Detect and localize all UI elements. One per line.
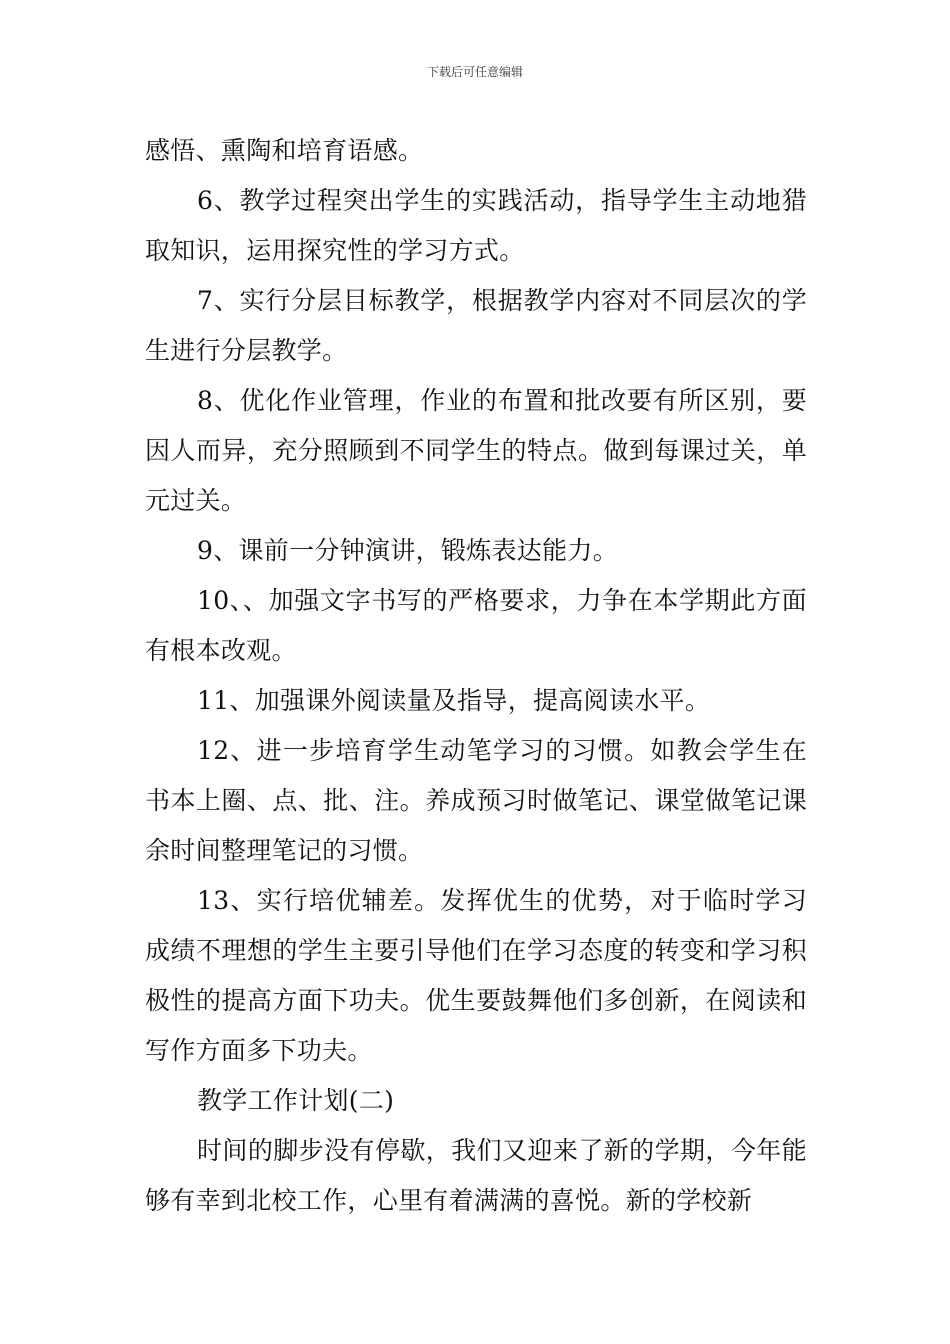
paragraph-intro: 时间的脚步没有停歇，我们又迎来了新的学期，今年能够有幸到北校工作，心里有着满满的喜悦。新的学校新 xyxy=(145,1136,807,1215)
section-heading: 教学工作计划(二) xyxy=(197,1086,395,1115)
paragraph-item-9: 9、课前一分钟演讲，锻炼表达能力。 xyxy=(197,536,619,565)
paragraph-item-12: 12、进一步培育学生动笔学习的习惯。如教会学生在书本上圈、点、批、注。养成预习时做笔记、课堂做笔记课余时间整理笔记的习惯。 xyxy=(145,736,807,865)
paragraph-item-7: 7、实行分层目标教学，根据教学内容对不同层次的学生进行分层教学。 xyxy=(145,286,807,365)
paragraph-item-11: 11、加强课外阅读量及指导，提高阅读水平。 xyxy=(197,686,711,715)
paragraph-item-8: 8、优化作业管理，作业的布置和批改要有所区别，要因人而异，充分照顾到不同学生的特点。做到每课过关，单元过关。 xyxy=(145,386,807,515)
paragraph-item-6: 6、教学过程突出学生的实践活动，指导学生主动地猎取知识，运用探究性的学习方式。 xyxy=(145,186,807,265)
paragraph-item-13: 13、实行培优辅差。发挥优生的优势，对于临时学习成绩不理想的学生主要引导他们在学习态度的转变和学习积极性的提高方面下功夫。优生要鼓舞他们多创新，在阅读和写作方面多下功夫。 xyxy=(145,886,807,1065)
document-body xyxy=(145,126,807,1226)
page-header-note: 下载后可任意编辑 xyxy=(426,65,523,79)
paragraph-item-10: 10、、加强文字书写的严格要求，力争在本学期此方面有根本改观。 xyxy=(145,586,807,665)
paragraph-continuation: 感悟、熏陶和培育语感。 xyxy=(145,136,424,165)
